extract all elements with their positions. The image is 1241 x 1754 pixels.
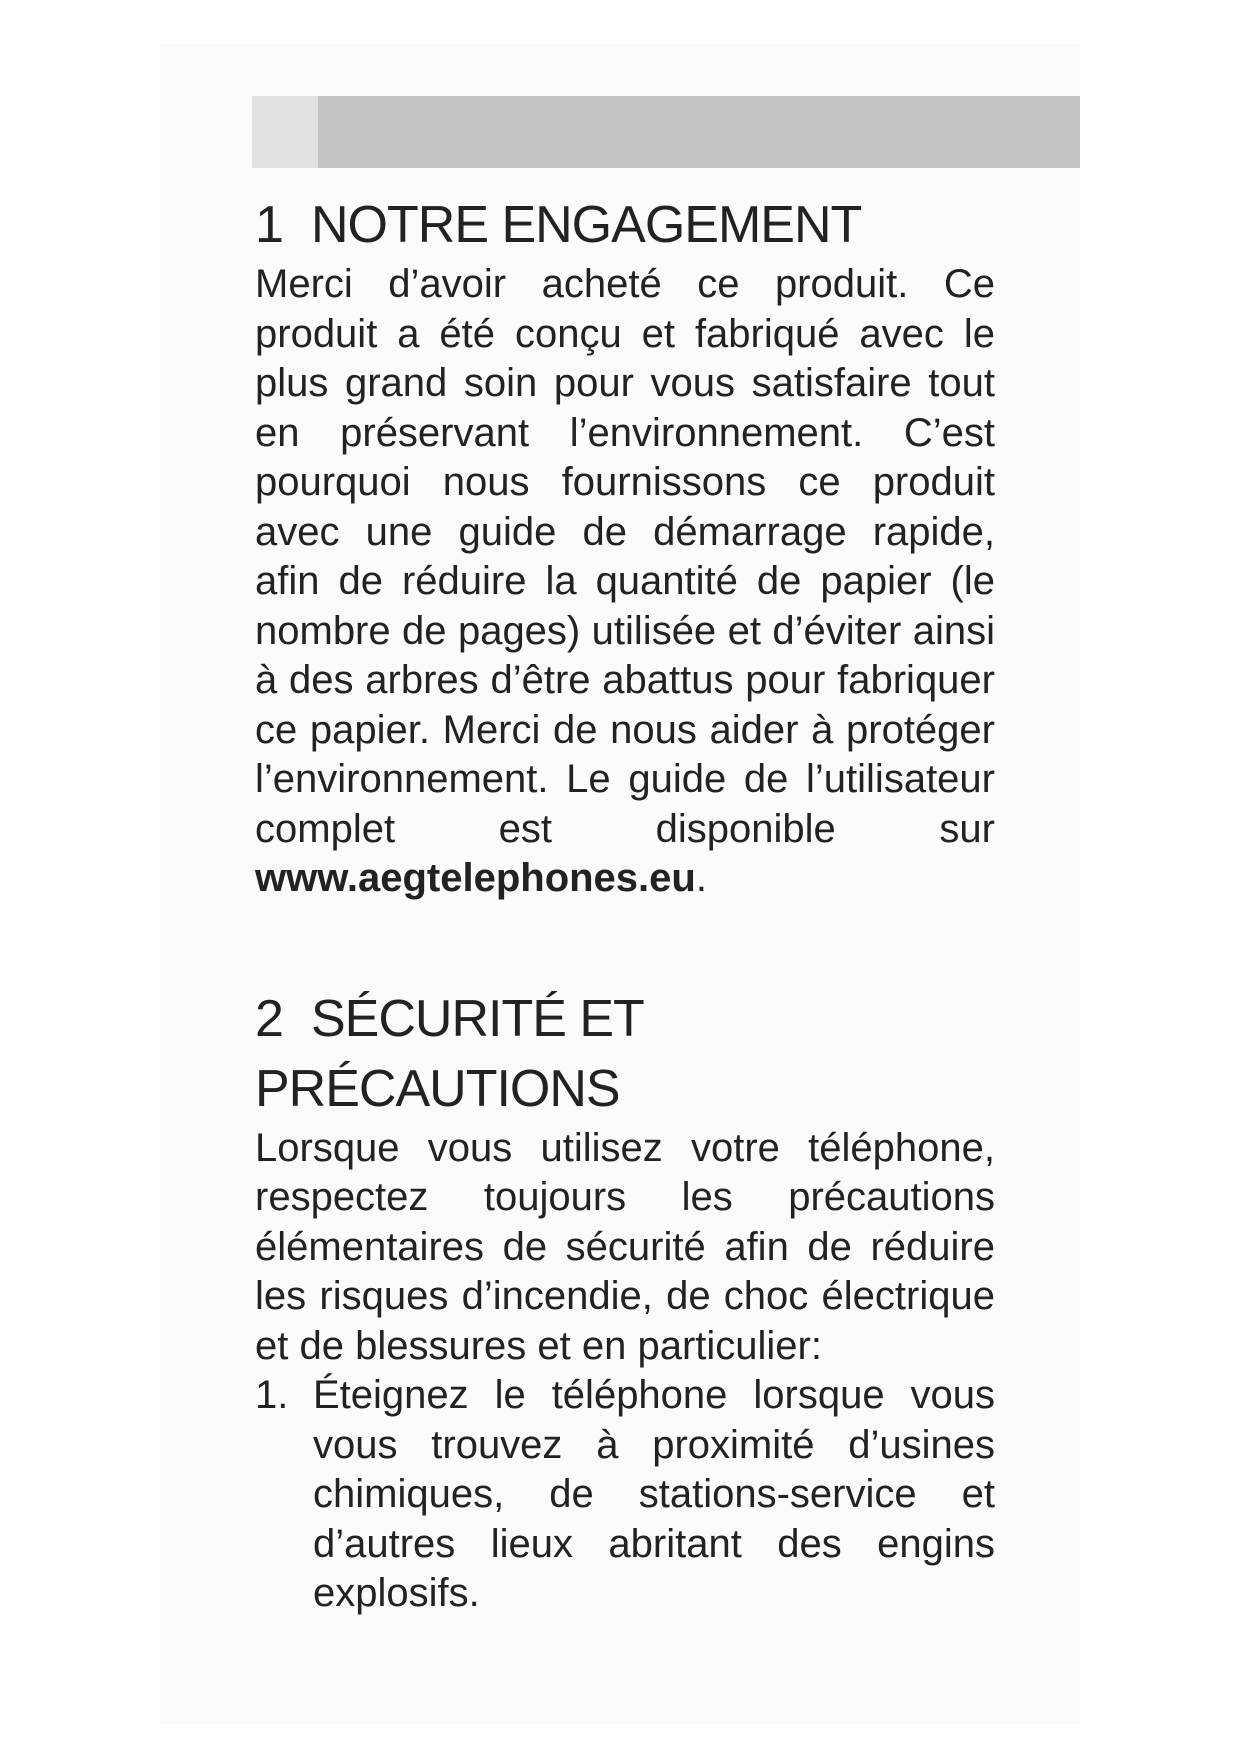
body-text-end: . — [695, 856, 707, 900]
section-title: NOTRE ENGAGEMENT — [311, 196, 862, 254]
section-body — [255, 260, 995, 904]
list-item-text: Éteignez le téléphone lorsque vous vous trouvez à proximité d’usines chimiques, de stations-service et d’autres lieux abritant des engins explosifs. — [313, 1373, 995, 1615]
website-link[interactable]: www.aegtelephones.eu — [255, 856, 696, 900]
section-heading — [255, 984, 995, 1124]
section-number: 2 — [255, 989, 283, 1048]
header-bar — [252, 96, 1080, 168]
body-text: Merci d’avoir acheté ce produit. Ce produit a été conçu et fabriqué avec le plus grand soin pour vous satisfaire tout en préservant l’environnement. C’est pourquoi nous fournissons ce produit avec une guide de démarrage rapide, afin de réduire la quantité de papier (le nombre de pages) utilisée et d’éviter ainsi à des arbres d’être abattus pour fabriquer ce papier. Merci de nous aider à protéger l’environnement. Le guide de l’utilisateur complet est disponible sur — [255, 262, 995, 851]
section-heading — [255, 190, 995, 260]
list-item — [255, 1371, 995, 1619]
list-marker: 1. — [255, 1373, 289, 1417]
section-engagement — [255, 190, 995, 904]
section-title: SÉCURITÉ ET PRÉCAUTIONS — [255, 989, 643, 1118]
header-bar-tab — [252, 96, 318, 168]
section-securite — [255, 984, 995, 1619]
precautions-list — [255, 1371, 995, 1619]
section-body: Lorsque vous utilisez votre téléphone, respectez toujours les précautions élémentaires de sécurité afin de réduire les risques d’incendie, de choc électrique et de blessures et en particulier: — [255, 1125, 995, 1368]
section-number: 1 — [255, 196, 283, 254]
document-content — [255, 190, 995, 1619]
